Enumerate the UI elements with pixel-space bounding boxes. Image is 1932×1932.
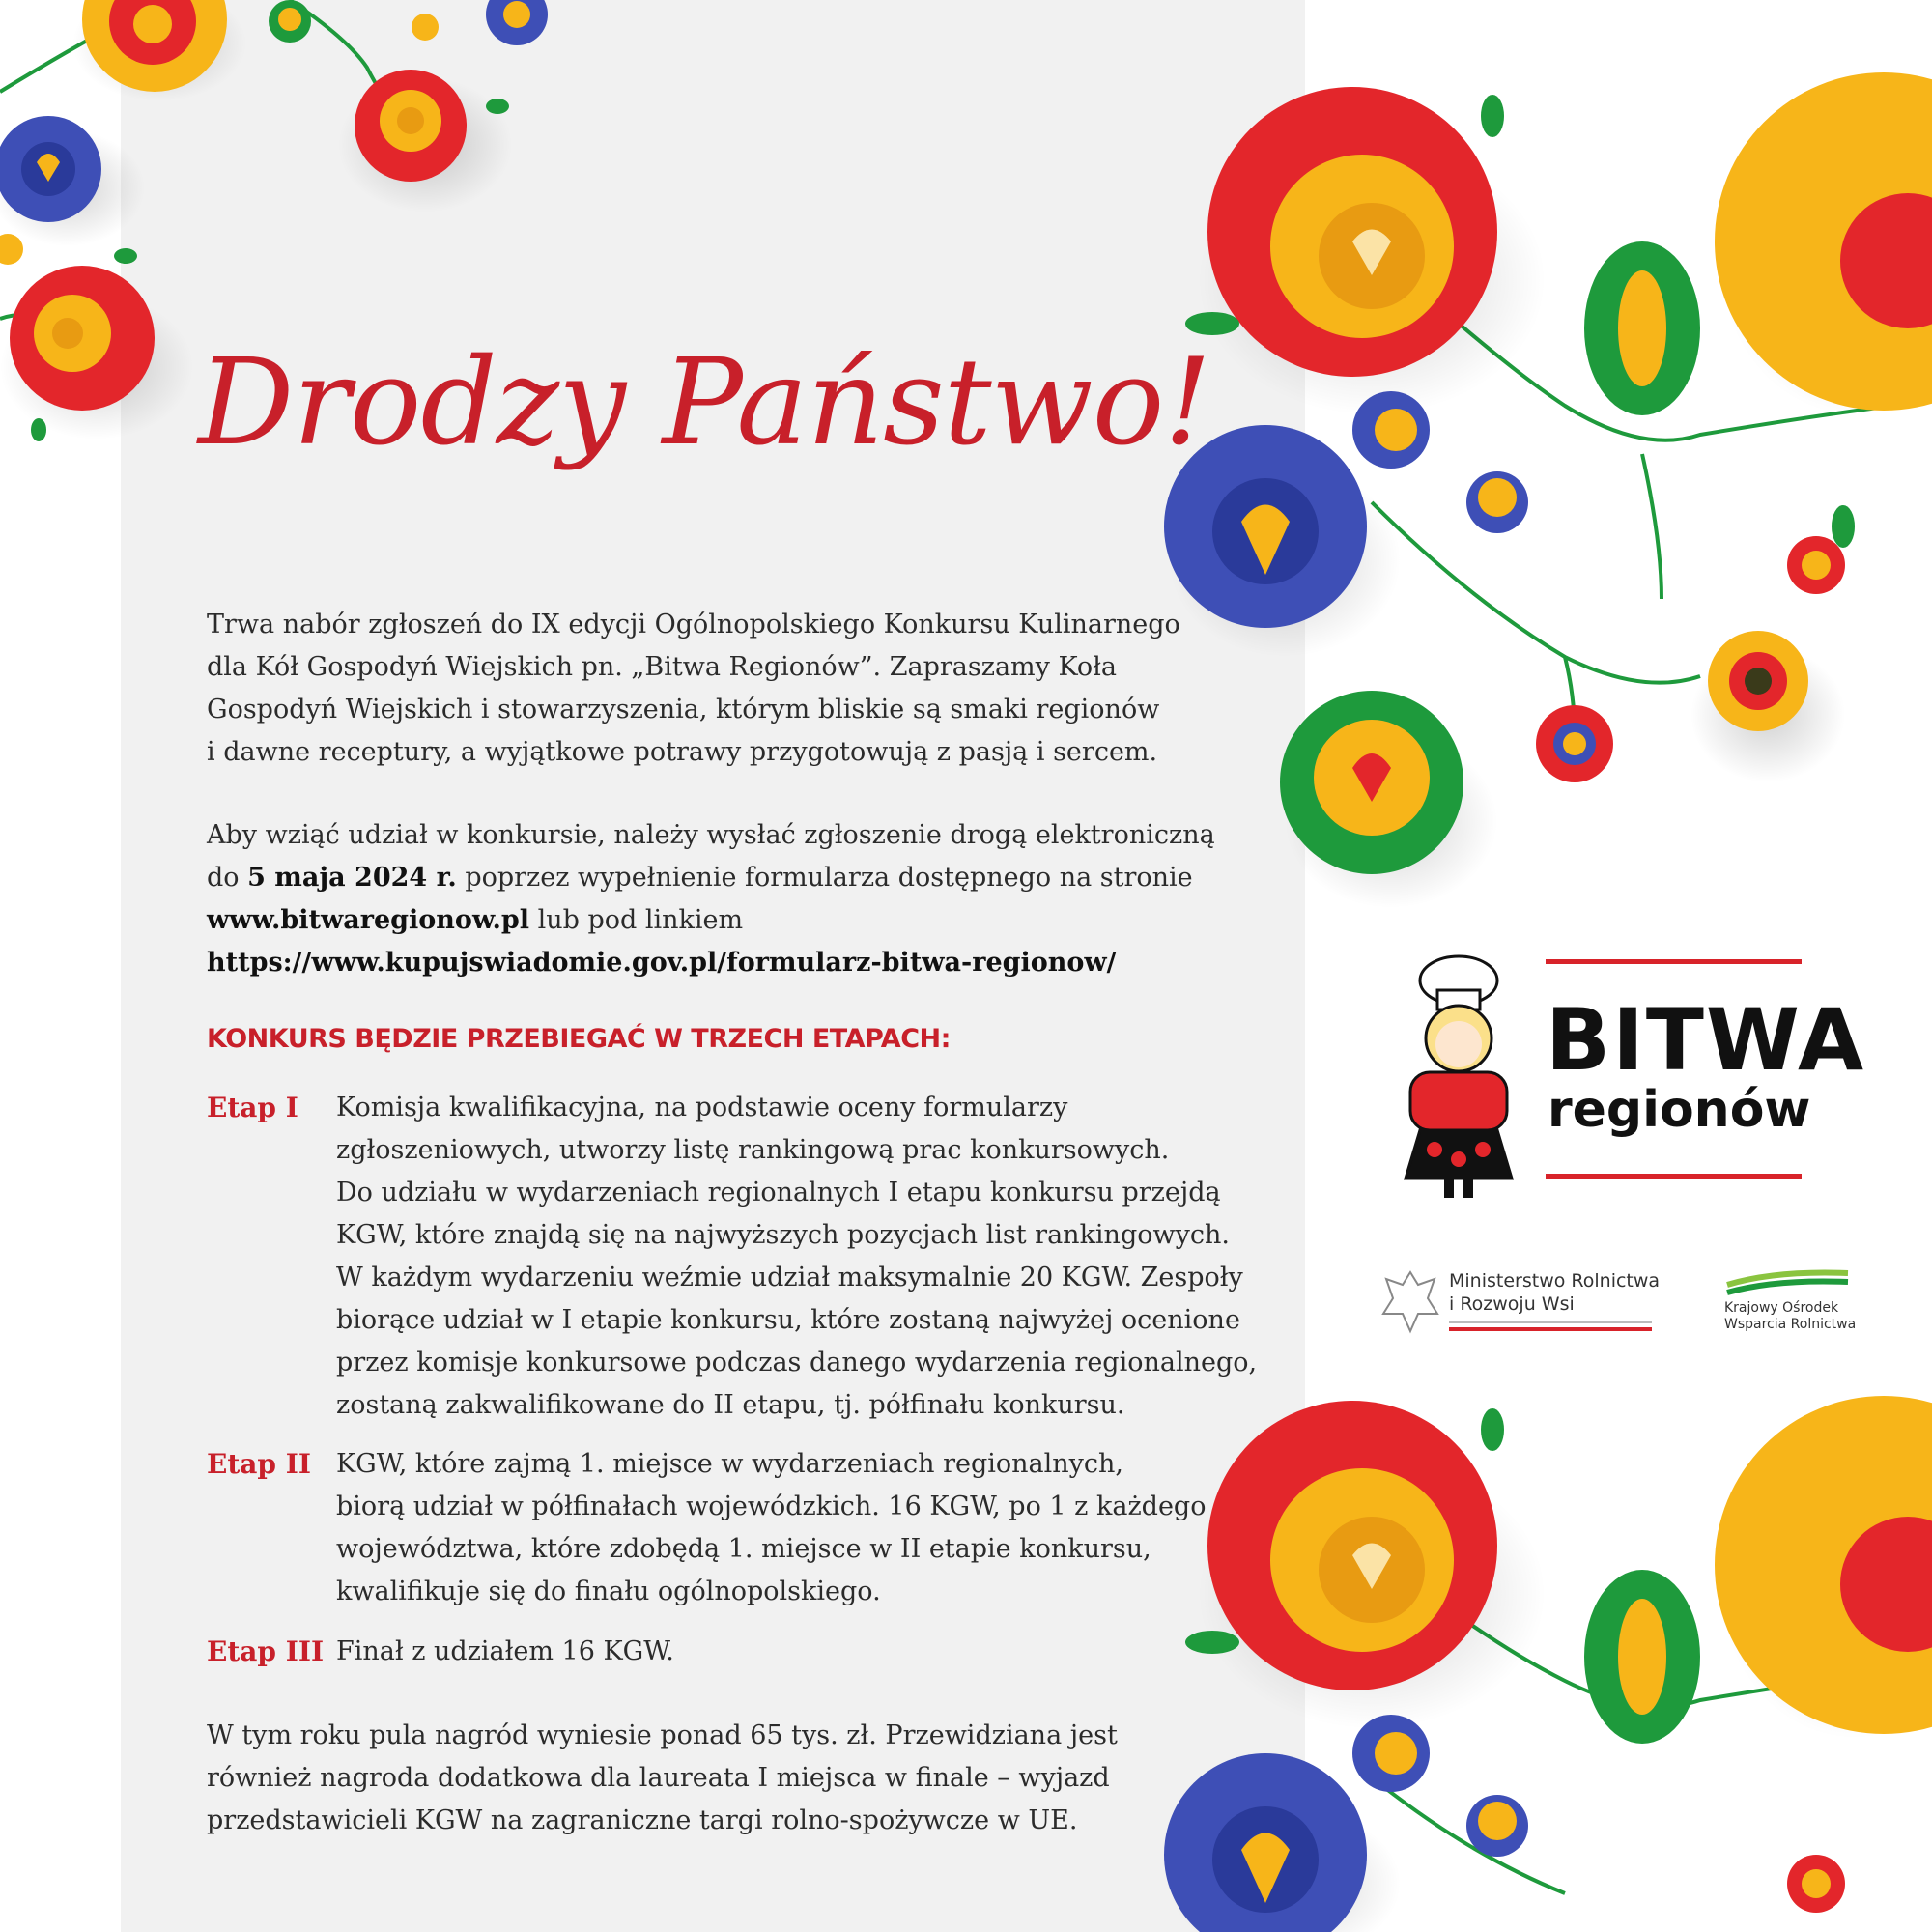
folk-flower-icon (1466, 1795, 1528, 1857)
stage-description (336, 1087, 1264, 1427)
folk-flower-icon (1352, 1715, 1430, 1792)
participation-line: Aby wziąć udział w konkursie, należy wysłać zgłoszenie drogą elektroniczną (207, 820, 1215, 850)
prizes-line: również nagroda dodatkowa dla laureata I miejsca w finale – wyjazd (207, 1763, 1110, 1793)
stage-line: zgłoszeniowych, utworzy listę rankingową prac konkursowych. (336, 1135, 1170, 1165)
prizes-line: przedstawicieli KGW na zagraniczne targi rolno-spożywcze w UE. (207, 1805, 1078, 1835)
link-text: lub pod linkiem (529, 905, 744, 935)
stage-label: Etap II (207, 1448, 311, 1480)
intro-paragraph (207, 604, 1192, 774)
folk-flower-icon (1584, 1570, 1700, 1744)
stages-title: KONKURS BĘDZIE PRZEBIEGAĆ W TRZECH ETAPACH: (207, 1024, 951, 1054)
folk-flower-icon (269, 0, 311, 43)
prizes-paragraph (207, 1715, 1173, 1842)
folk-flower-icon (1787, 536, 1845, 594)
stage-line: KGW, które znajdą się na najwyższych pozycjach list rankingowych. (336, 1220, 1230, 1250)
stage-line: kwalifikuje się do finału ogólnopolskiego. (336, 1577, 881, 1606)
intro-line: dla Kół Gospodyń Wiejskich pn. „Bitwa Regionów”. Zapraszamy Koła (207, 652, 1118, 682)
folk-flower-icon (1690, 631, 1845, 782)
folk-flower-icon (1584, 242, 1700, 415)
folk-flower-icon (1787, 1855, 1845, 1913)
stage-line: województwa, które zdobędą 1. miejsce w II etapie konkursu, (336, 1534, 1151, 1564)
ministry-line: i Rozwoju Wsi (1449, 1293, 1575, 1315)
prizes-line: W tym roku pula nagród wyniesie ponad 65 tys. zł. Przewidziana jest (207, 1720, 1118, 1750)
logo-subtitle: regionów (1548, 1081, 1811, 1139)
pre-date-text: do (207, 863, 248, 893)
stage-line: przez komisje konkursowe podczas danego wydarzenia regionalnego, (336, 1348, 1258, 1378)
stage-line: Finał z udziałem 16 KGW. (336, 1636, 674, 1666)
stage-line: KGW, które zajmą 1. miejsce w wydarzeniach regionalnych, (336, 1449, 1123, 1479)
stage-line: Do udziału w wydarzeniach regionalnych I etapu konkursu przejdą (336, 1178, 1221, 1208)
ministry-name (1449, 1269, 1660, 1316)
folk-flower-icon (0, 234, 23, 265)
ministry-logo (1379, 1265, 1669, 1338)
ministry-line: Ministerstwo Rolnictwa (1449, 1270, 1661, 1292)
participation-paragraph (207, 814, 1231, 984)
website-link[interactable]: www.bitwaregionow.pl (207, 905, 530, 935)
folk-flower-icon (1536, 705, 1613, 782)
ministry-rule (1449, 1327, 1652, 1331)
ministry-rule (1449, 1321, 1652, 1323)
intro-line: i dawne receptury, a wyjątkowe potrawy przygotowują z pasją i sercem. (207, 737, 1158, 767)
folk-flower-icon (1466, 471, 1528, 533)
stage-line: zostaną zakwalifikowane do II etapu, tj. półfinału konkursu. (336, 1390, 1125, 1420)
kowr-line: Krajowy Ośrodek (1724, 1300, 1839, 1316)
intro-line: Gospodyń Wiejskich i stowarzyszenia, którym bliskie są smaki regionów (207, 695, 1160, 724)
folk-flower-icon (0, 116, 145, 246)
logo-title: BITWA (1546, 990, 1866, 1090)
stage-line: W każdym wydarzeniu weźmie udział maksymalnie 20 KGW. Zespoły (336, 1263, 1243, 1293)
folk-flower-icon (72, 0, 246, 101)
form-url-link[interactable]: https://www.kupujswiadomie.gov.pl/formularz-bitwa-regionow/ (207, 948, 1117, 978)
bitwa-regionow-logo (1391, 942, 1866, 1203)
stage-line: biorące udział w I etapie konkursu, które zostaną najwyżej ocenione (336, 1305, 1240, 1335)
folk-flower-icon (486, 0, 548, 45)
page-heading: Drodzy Państwo! (198, 333, 1211, 472)
logo-rule (1546, 1174, 1802, 1179)
folk-flower-icon (1280, 691, 1497, 908)
stage-description (336, 1443, 1264, 1613)
logo-rule (1546, 959, 1802, 964)
post-date-text: poprzez wypełnienie formularza dostępnego na stronie (456, 863, 1193, 893)
kowr-logo (1724, 1265, 1857, 1338)
folk-flower-icon (1715, 72, 1932, 415)
stage-label: Etap III (207, 1635, 325, 1667)
stage-description (336, 1631, 1264, 1673)
stage-line: biorą udział w półfinałach wojewódzkich. 16 KGW, po 1 z każdego (336, 1492, 1207, 1521)
stage-label: Etap I (207, 1092, 298, 1123)
folk-flower-icon (1352, 391, 1430, 469)
intro-line: Trwa nabór zgłoszeń do IX edycji Ogólnopolskiego Konkursu Kulinarnego (207, 610, 1180, 639)
folk-flower-icon (0, 266, 193, 440)
folk-flower-icon (338, 70, 512, 213)
kowr-line: Wsparcia Rolnictwa (1724, 1317, 1857, 1332)
folk-flower-icon (412, 14, 439, 41)
stage-line: Komisja kwalifikacyjna, na podstawie oceny formularzy (336, 1093, 1068, 1122)
kowr-name (1724, 1300, 1856, 1333)
folk-flower-icon (1715, 1396, 1932, 1739)
deadline-date: 5 maja 2024 r. (247, 863, 457, 893)
